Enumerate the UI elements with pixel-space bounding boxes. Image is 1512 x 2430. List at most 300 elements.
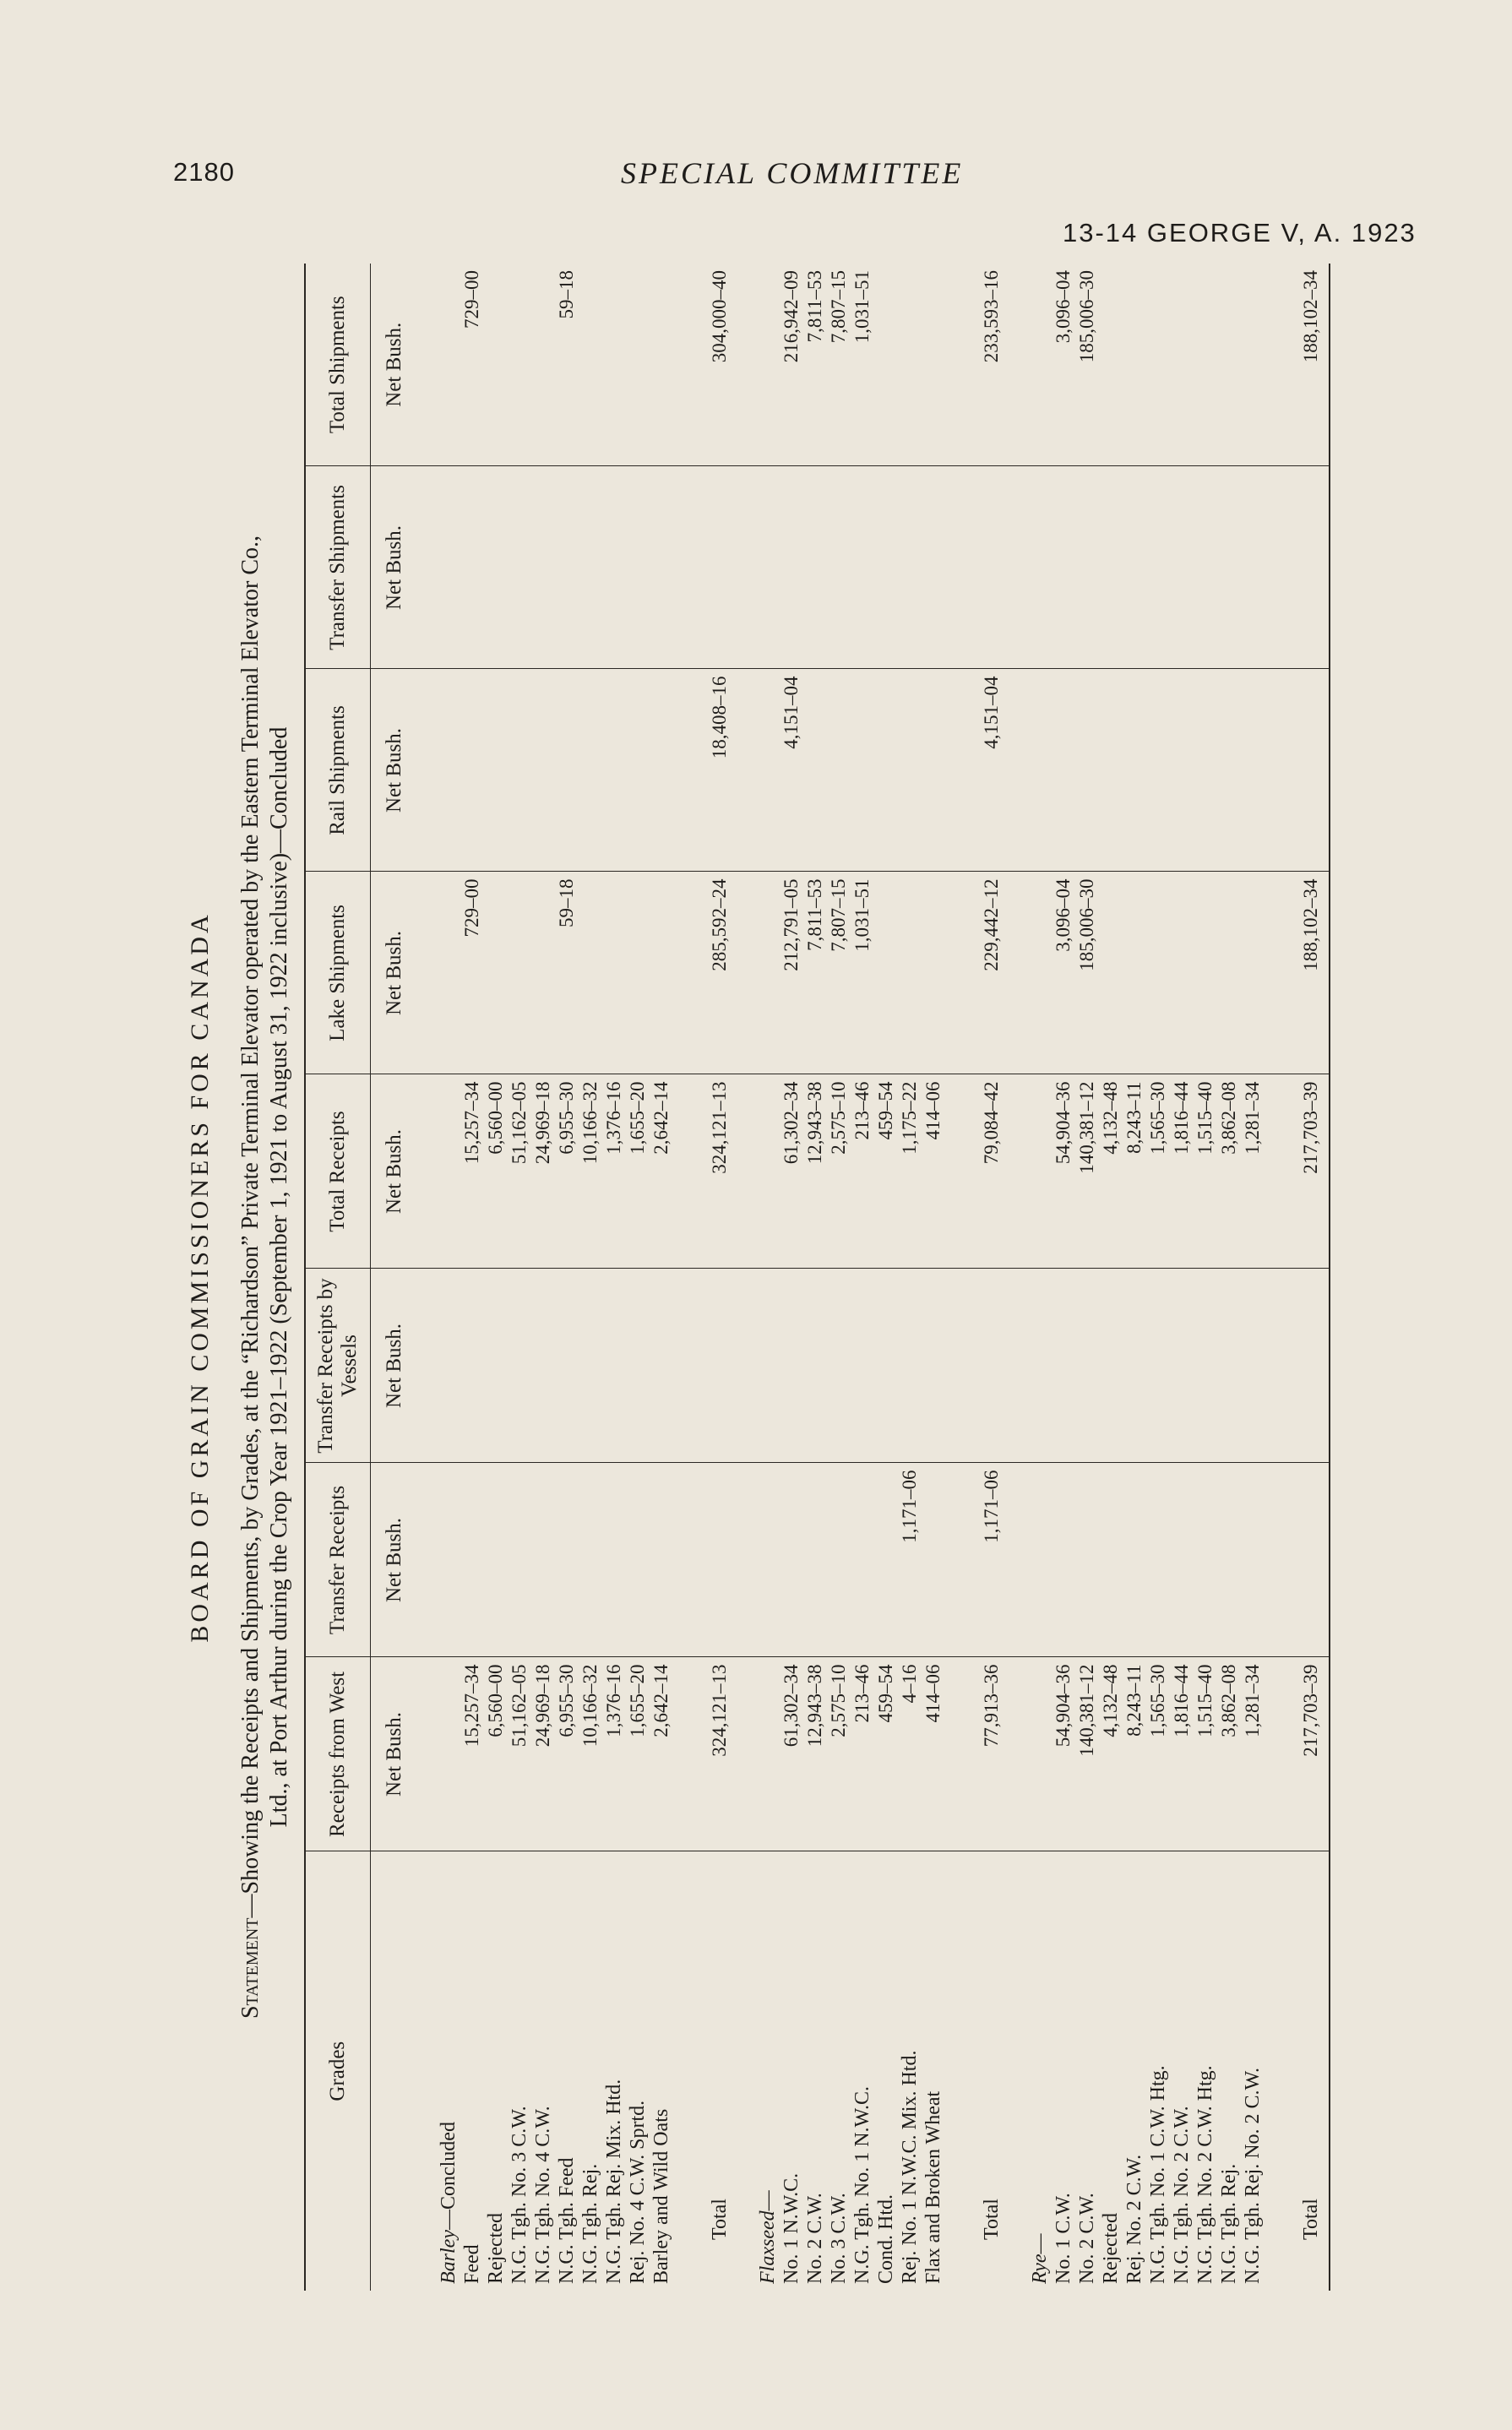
unit-cell: Net Bush. — [371, 1269, 419, 1463]
value-cell — [626, 264, 650, 466]
value-cell — [460, 1463, 484, 1657]
value-cell: 1,031–51 — [851, 872, 874, 1074]
table-row — [531, 264, 555, 2291]
value-cell — [1075, 466, 1099, 669]
value-cell — [1241, 1463, 1265, 1657]
empty-cell — [945, 872, 974, 1074]
grade-cell: Barley and Wild Oats — [650, 2108, 672, 2284]
board-title: BOARD OF GRAIN COMMISSIONERS FOR CANADA — [186, 911, 214, 1643]
section-heading-row — [418, 264, 460, 2291]
value-cell — [1146, 669, 1170, 872]
value-cell: 4,132–48 — [1099, 1657, 1123, 1851]
grade-cell: N.G. Tgh. No. 1 C.W. Htg. — [1147, 2065, 1169, 2284]
table-row — [827, 264, 851, 2291]
value-cell — [874, 872, 898, 1074]
grade-cell: Rej. No. 2 C.W. — [1123, 2154, 1145, 2284]
value-cell — [1241, 1269, 1265, 1463]
value-cell: 213–46 — [851, 1657, 874, 1851]
grade-cell: No. 2 C.W. — [1076, 2193, 1098, 2284]
value-cell — [780, 466, 803, 669]
table-row — [1075, 264, 1099, 2291]
empty-cell — [945, 264, 974, 466]
value-cell: 51,162–05 — [508, 1657, 531, 1851]
empty-cell — [673, 1074, 702, 1269]
value-cell: 8,243–11 — [1123, 1657, 1146, 1851]
value-cell — [1194, 669, 1217, 872]
value-cell — [602, 669, 626, 872]
value-cell — [1170, 264, 1194, 466]
value-cell — [898, 264, 922, 466]
empty-cell — [945, 669, 974, 872]
grain-table — [304, 264, 1330, 2291]
value-cell: 6,560–00 — [484, 1657, 508, 1851]
value-cell: 3,862–08 — [1217, 1074, 1241, 1269]
empty-cell — [945, 1657, 974, 1851]
value-cell — [579, 1463, 602, 1657]
unit-cell: Net Bush. — [371, 1074, 419, 1269]
value-cell: 1,175–22 — [898, 1074, 922, 1269]
value-cell — [484, 669, 508, 872]
empty-cell — [1009, 1657, 1052, 1851]
value-cell — [626, 1269, 650, 1463]
total-value: 4,151–04 — [974, 669, 1009, 872]
value-cell: 1,376–16 — [602, 1074, 626, 1269]
table-row — [851, 264, 874, 2291]
value-cell — [1170, 872, 1194, 1074]
table-row — [460, 264, 484, 2291]
empty-cell — [945, 1463, 974, 1657]
grade-cell: Feed — [461, 2244, 483, 2284]
empty-cell — [737, 264, 780, 466]
value-cell: 1,281–34 — [1241, 1074, 1265, 1269]
value-cell — [602, 1269, 626, 1463]
value-cell — [484, 264, 508, 466]
empty-cell — [945, 1851, 974, 2291]
value-cell: 59–18 — [555, 264, 579, 466]
value-cell: 1,515–40 — [1194, 1657, 1217, 1851]
grade-cell: N.G. Tgh. Rej. — [579, 2163, 601, 2284]
unit-cell: Net Bush. — [371, 1657, 419, 1851]
value-cell: 1,171–06 — [898, 1463, 922, 1657]
value-cell: 7,811–53 — [803, 264, 827, 466]
value-cell: 10,166–32 — [579, 1074, 602, 1269]
empty-cell — [1009, 872, 1052, 1074]
grade-cell: N.G. Tgh. Feed — [556, 2157, 578, 2284]
value-cell — [1217, 1269, 1241, 1463]
empty-cell — [945, 1074, 974, 1269]
value-cell: 1,816–44 — [1170, 1657, 1194, 1851]
column-header: Rail Shipments — [305, 669, 371, 872]
grade-cell: N.G. Tgh. Rej. Mix. Htd. — [603, 2079, 625, 2284]
value-cell — [484, 872, 508, 1074]
value-cell: 15,257–34 — [460, 1074, 484, 1269]
empty-cell — [673, 1269, 702, 1463]
value-cell — [1241, 264, 1265, 466]
value-cell — [1170, 669, 1194, 872]
value-cell — [898, 1269, 922, 1463]
value-cell: 6,955–30 — [555, 1074, 579, 1269]
value-cell: 729–00 — [460, 264, 484, 466]
value-cell — [922, 466, 945, 669]
value-cell: 1,376–16 — [602, 1657, 626, 1851]
total-value: 324,121–13 — [702, 1657, 737, 1851]
value-cell — [1099, 1269, 1123, 1463]
empty-cell — [418, 1074, 460, 1269]
empty-cell — [673, 1463, 702, 1657]
value-cell — [460, 669, 484, 872]
total-value: 188,102–34 — [1293, 872, 1330, 1074]
grade-cell: N.G. Tgh. Rej. — [1218, 2163, 1240, 2284]
page-number: 2180 — [173, 157, 235, 187]
empty-cell — [673, 1851, 702, 2291]
table-row — [484, 264, 508, 2291]
value-cell — [508, 872, 531, 1074]
grade-cell: N.G. Tgh. No. 1 N.W.C. — [851, 2085, 873, 2284]
value-cell — [1194, 466, 1217, 669]
value-cell: 185,006–30 — [1075, 264, 1099, 466]
table-row — [650, 264, 673, 2291]
value-cell — [851, 1463, 874, 1657]
grade-cell: No. 3 C.W. — [828, 2193, 850, 2284]
value-cell — [650, 669, 673, 872]
section-heading — [737, 1851, 780, 2291]
value-cell — [898, 669, 922, 872]
value-cell — [1241, 872, 1265, 1074]
value-cell: 2,575–10 — [827, 1657, 851, 1851]
table-row — [1194, 264, 1217, 2291]
total-value: 188,102–34 — [1293, 264, 1330, 466]
value-cell — [1241, 466, 1265, 669]
table-row — [579, 264, 602, 2291]
value-cell: 24,969–18 — [531, 1074, 555, 1269]
total-label: Total — [1293, 1851, 1330, 2291]
value-cell — [531, 466, 555, 669]
total-value — [974, 466, 1009, 669]
section-heading-label: Rye — [1029, 2253, 1051, 2284]
value-cell: 4,151–04 — [780, 669, 803, 872]
value-cell: 6,560–00 — [484, 1074, 508, 1269]
total-value: 79,084–42 — [974, 1074, 1009, 1269]
section-heading-suffix: — — [757, 2190, 779, 2211]
value-cell: 7,807–15 — [827, 872, 851, 1074]
value-cell — [602, 264, 626, 466]
value-cell: 1,655–20 — [626, 1074, 650, 1269]
empty-cell — [737, 669, 780, 872]
table-row — [1099, 264, 1123, 2291]
total-value: 285,592–24 — [702, 872, 737, 1074]
value-cell: 10,166–32 — [579, 1657, 602, 1851]
unit-cell: Net Bush. — [371, 466, 419, 669]
value-cell: 61,302–34 — [780, 1074, 803, 1269]
section-heading-label: Flaxseed — [757, 2210, 779, 2284]
value-cell — [531, 1463, 555, 1657]
table-row — [874, 264, 898, 2291]
grade-cell: N.G. Tgh. No. 4 C.W. — [532, 2106, 554, 2284]
value-cell — [1123, 1269, 1146, 1463]
empty-cell — [737, 466, 780, 669]
value-cell — [531, 872, 555, 1074]
value-cell — [827, 466, 851, 669]
value-cell: 24,969–18 — [531, 1657, 555, 1851]
value-cell: 1,031–51 — [851, 264, 874, 466]
value-cell — [508, 1463, 531, 1657]
value-cell: 3,862–08 — [1217, 1657, 1241, 1851]
value-cell: 140,381–12 — [1075, 1657, 1099, 1851]
caption-line-2: Ltd., at Port Arthur during the Crop Year 1921–1922 (September 1, 1921 to August 31, 1922 inclusive)—Concluded — [266, 726, 292, 1828]
value-cell: 140,381–12 — [1075, 1074, 1099, 1269]
empty-cell — [737, 1074, 780, 1269]
value-cell — [650, 264, 673, 466]
value-cell — [1075, 669, 1099, 872]
total-value — [702, 466, 737, 669]
total-label: Total — [981, 2199, 1003, 2240]
value-cell — [650, 872, 673, 1074]
table-row — [898, 264, 922, 2291]
empty-cell — [673, 264, 702, 466]
table-row — [1241, 264, 1265, 2291]
empty-cell — [1009, 1074, 1052, 1269]
value-cell — [1123, 264, 1146, 466]
empty-cell — [673, 1657, 702, 1851]
table-header-row — [305, 264, 371, 2291]
empty-cell — [1265, 669, 1293, 872]
value-cell — [531, 264, 555, 466]
value-cell: 1,515–40 — [1194, 1074, 1217, 1269]
total-value — [1293, 1463, 1330, 1657]
grade-cell: Rejected — [1100, 2213, 1122, 2284]
value-cell: 2,642–14 — [650, 1657, 673, 1851]
grade-cell: No. 1 C.W. — [1052, 2193, 1074, 2284]
value-cell — [1241, 669, 1265, 872]
empty-cell — [1009, 264, 1052, 466]
column-header: Transfer Shipments — [305, 466, 371, 669]
value-cell — [1146, 466, 1170, 669]
total-row — [702, 264, 737, 2291]
unit-cell: Net Bush. — [371, 264, 419, 466]
table-body — [371, 264, 1330, 2291]
empty-cell — [418, 466, 460, 669]
value-cell: 1,281–34 — [1241, 1657, 1265, 1851]
value-cell — [1099, 1463, 1123, 1657]
value-cell — [874, 1463, 898, 1657]
session-label: 13-14 GEORGE V, A. 1923 — [1063, 218, 1417, 247]
value-cell — [827, 669, 851, 872]
empty-cell — [418, 872, 460, 1074]
value-cell: 459–54 — [874, 1074, 898, 1269]
value-cell — [922, 872, 945, 1074]
unit-cell: Net Bush. — [371, 669, 419, 872]
empty-cell — [1009, 466, 1052, 669]
value-cell — [1123, 669, 1146, 872]
caption-lead: Statement — [237, 1917, 264, 2020]
table-row — [922, 264, 945, 2291]
column-header: Transfer Receipts — [305, 1463, 371, 1657]
value-cell: 8,243–11 — [1123, 1074, 1146, 1269]
value-cell — [874, 264, 898, 466]
value-cell — [508, 264, 531, 466]
value-cell — [1146, 1463, 1170, 1657]
value-cell — [1075, 1463, 1099, 1657]
empty-cell — [1265, 264, 1293, 466]
section-heading-row — [1009, 264, 1052, 2291]
spacer-row — [1265, 264, 1293, 2291]
value-cell — [626, 872, 650, 1074]
value-cell — [531, 1269, 555, 1463]
unit-cell — [371, 1851, 419, 2291]
value-cell — [1170, 1463, 1194, 1657]
value-cell — [803, 1269, 827, 1463]
value-cell — [1123, 872, 1146, 1074]
spacer-row — [673, 264, 702, 2291]
value-cell: 12,943–38 — [803, 1657, 827, 1851]
grade-cell: N.G. Tgh. Rej. No. 2 C.W. — [1242, 2067, 1264, 2284]
column-header: Total Receipts — [305, 1074, 371, 1269]
value-cell — [1194, 264, 1217, 466]
value-cell: 54,904–36 — [1052, 1074, 1075, 1269]
grade-cell: Rej. No. 1 N.W.C. Mix. Htd. — [899, 2050, 921, 2284]
empty-cell — [418, 264, 460, 466]
value-cell — [780, 1463, 803, 1657]
value-cell — [1052, 1269, 1075, 1463]
section-heading-row — [737, 264, 780, 2291]
value-cell — [626, 669, 650, 872]
value-cell: 51,162–05 — [508, 1074, 531, 1269]
value-cell: 216,942–09 — [780, 264, 803, 466]
value-cell: 414–06 — [922, 1074, 945, 1269]
running-head: SPECIAL COMMITTEE — [621, 156, 964, 190]
value-cell — [531, 669, 555, 872]
empty-cell — [1265, 1463, 1293, 1657]
total-value — [974, 1269, 1009, 1463]
value-cell: 212,791–05 — [780, 872, 803, 1074]
total-value: 1,171–06 — [974, 1463, 1009, 1657]
value-cell: 213–46 — [851, 1074, 874, 1269]
total-value: 18,408–16 — [702, 669, 737, 872]
value-cell — [1194, 1269, 1217, 1463]
value-cell — [851, 669, 874, 872]
value-cell — [803, 466, 827, 669]
value-cell — [851, 466, 874, 669]
units-row — [371, 264, 419, 2291]
value-cell — [922, 669, 945, 872]
value-cell — [898, 466, 922, 669]
value-cell — [851, 1269, 874, 1463]
grade-cell: N.G. Tgh. No. 2 C.W. Htg. — [1194, 2065, 1216, 2284]
empty-cell — [1265, 1851, 1293, 2291]
section-heading-label: Barley — [438, 2230, 460, 2284]
grade-cell: No. 1 N.W.C. — [780, 2172, 802, 2284]
value-cell — [1217, 669, 1241, 872]
table-row — [508, 264, 531, 2291]
value-cell: 3,096–04 — [1052, 264, 1075, 466]
value-cell: 3,096–04 — [1052, 872, 1075, 1074]
value-cell — [827, 1463, 851, 1657]
total-value — [1293, 1269, 1330, 1463]
total-value — [1293, 669, 1330, 872]
empty-cell — [1265, 1657, 1293, 1851]
value-cell — [922, 1463, 945, 1657]
empty-cell — [418, 1269, 460, 1463]
total-value: 217,703–39 — [1293, 1074, 1330, 1269]
value-cell — [1052, 466, 1075, 669]
value-cell — [874, 669, 898, 872]
value-cell — [484, 1463, 508, 1657]
total-row — [974, 264, 1009, 2291]
statement-caption — [237, 255, 294, 2299]
total-value: 229,442–12 — [974, 872, 1009, 1074]
value-cell: 1,655–20 — [626, 1657, 650, 1851]
column-header: Lake Shipments — [305, 872, 371, 1074]
value-cell — [1099, 466, 1123, 669]
value-cell — [1170, 466, 1194, 669]
value-cell — [1146, 1269, 1170, 1463]
empty-cell — [737, 872, 780, 1074]
empty-cell — [1265, 872, 1293, 1074]
empty-cell — [418, 669, 460, 872]
column-header: Total Shipments — [305, 264, 371, 466]
value-cell — [1217, 466, 1241, 669]
value-cell — [1099, 264, 1123, 466]
total-value — [702, 1463, 737, 1657]
value-cell: 15,257–34 — [460, 1657, 484, 1851]
value-cell: 1,565–30 — [1146, 1657, 1170, 1851]
value-cell — [922, 1269, 945, 1463]
value-cell: 2,575–10 — [827, 1074, 851, 1269]
empty-cell — [945, 1269, 974, 1463]
value-cell — [626, 466, 650, 669]
value-cell: 7,807–15 — [827, 264, 851, 466]
value-cell — [1194, 1463, 1217, 1657]
section-heading — [418, 1851, 460, 2291]
caption-line-1: —Showing the Receipts and Shipments, by Grades, at the “Richardson” Private Terminal Elevator operated by the Eastern Terminal Elevator Co., — [237, 535, 264, 1918]
value-cell — [484, 466, 508, 669]
value-cell — [1217, 872, 1241, 1074]
value-cell — [1170, 1269, 1194, 1463]
value-cell — [579, 264, 602, 466]
value-cell — [555, 466, 579, 669]
total-value: 77,913–36 — [974, 1657, 1009, 1851]
empty-cell — [1009, 669, 1052, 872]
value-cell — [874, 1269, 898, 1463]
column-header: Grades — [305, 1851, 371, 2291]
value-cell: 414–06 — [922, 1657, 945, 1851]
empty-cell — [945, 466, 974, 669]
empty-cell — [418, 1657, 460, 1851]
empty-cell — [673, 872, 702, 1074]
rotated-statement — [177, 255, 1419, 2299]
value-cell — [508, 669, 531, 872]
empty-cell — [1265, 466, 1293, 669]
grade-cell: N.G. Tgh. No. 2 C.W. — [1171, 2106, 1193, 2284]
value-cell — [1099, 872, 1123, 1074]
value-cell: 7,811–53 — [803, 872, 827, 1074]
value-cell — [579, 466, 602, 669]
value-cell — [1052, 1463, 1075, 1657]
value-cell — [1217, 264, 1241, 466]
value-cell — [1123, 466, 1146, 669]
value-cell — [650, 1463, 673, 1657]
table-row — [602, 264, 626, 2291]
value-cell: 1,816–44 — [1170, 1074, 1194, 1269]
value-cell — [803, 669, 827, 872]
value-cell — [1052, 669, 1075, 872]
value-cell: 1,565–30 — [1146, 1074, 1170, 1269]
table-row — [803, 264, 827, 2291]
value-cell — [898, 872, 922, 1074]
total-value: 304,000–40 — [702, 264, 737, 466]
total-value: 217,703–39 — [1293, 1657, 1330, 1851]
grade-cell: Rejected — [485, 2213, 507, 2284]
